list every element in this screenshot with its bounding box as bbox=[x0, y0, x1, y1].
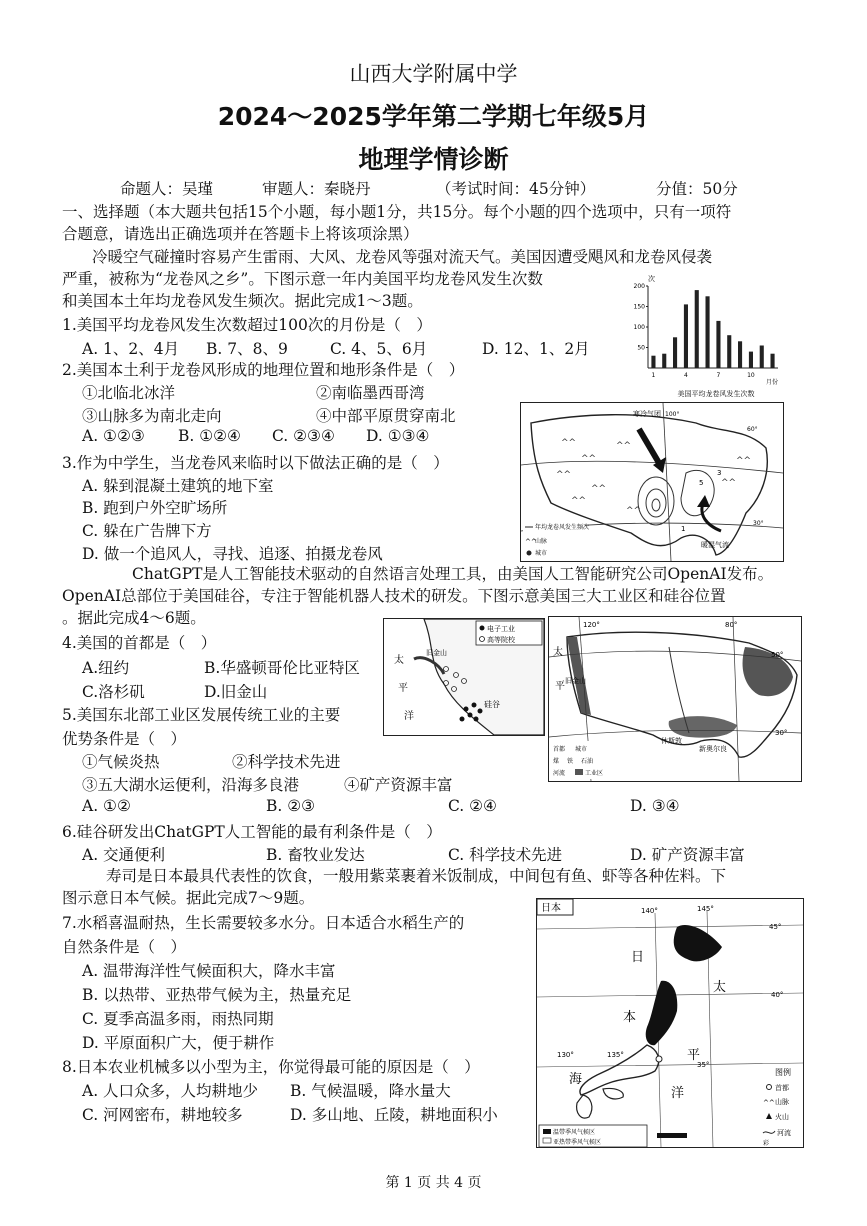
tornado-contour-east bbox=[681, 470, 714, 515]
lat-30-label: 30° bbox=[753, 520, 764, 527]
shikoku bbox=[603, 1088, 623, 1098]
exam-score: 分值：50分 bbox=[656, 180, 738, 198]
svg-text:^^: ^^ bbox=[616, 441, 632, 451]
sea-of-japan-char-3: 海 bbox=[569, 1072, 583, 1087]
chart-caption: 美国平均龙卷风发生次数 bbox=[677, 390, 755, 398]
cold-air-label: 寒冷气团 bbox=[633, 410, 661, 418]
q5-stem-line1: 5.美国东北部工业区发展传统工业的主要 bbox=[62, 706, 341, 724]
intro1-line2: 严重，被称为“龙卷风之乡”。下图示意一年内美国平均龙卷风发生次数 bbox=[62, 270, 543, 288]
y-tick-label: 100 bbox=[633, 324, 645, 331]
q5-option-b[interactable]: B. ②③ bbox=[266, 797, 316, 815]
lon-80-label: 80° bbox=[725, 621, 738, 629]
svg-text:^^: ^^ bbox=[591, 484, 607, 494]
q5-option-c[interactable]: C. ②④ bbox=[448, 797, 497, 815]
bar-month-10 bbox=[749, 352, 753, 368]
bar-month-7 bbox=[716, 321, 720, 368]
q8-option-b[interactable]: B. 气候温暖，降水量大 bbox=[290, 1082, 451, 1100]
legend-volcano-symbol bbox=[766, 1113, 772, 1119]
lat-35-line bbox=[537, 1063, 803, 1067]
x-tick-label: 10 bbox=[747, 372, 755, 379]
q6-stem: 6.硅谷研发出ChatGPT人工智能的最有利条件是（ ） bbox=[62, 823, 442, 841]
intro1-line3: 和美国本土年均龙卷风发生频次。据此完成1～3题。 bbox=[62, 292, 423, 310]
x-tick-label: 4 bbox=[683, 372, 688, 379]
lat-40-label: 40° bbox=[771, 991, 784, 999]
legend-subtropical-label: 亚热带季风气候区 bbox=[553, 1139, 602, 1146]
hokkaido bbox=[674, 925, 722, 961]
silicon-valley-label: 硅谷 bbox=[484, 700, 500, 709]
section-heading-line2: 合题意，请选出正确选项并在答题卡上将该项涂黑） bbox=[62, 225, 419, 243]
svg-text:^^: ^^ bbox=[721, 478, 737, 488]
tornado-bar-chart bbox=[628, 272, 790, 400]
scale-label: 彩 bbox=[763, 1140, 770, 1147]
q2-stem: 2.美国本土利于龙卷风形成的地理位置和地形条件是（ ） bbox=[62, 361, 465, 379]
lon-100-label: 100° bbox=[665, 411, 680, 418]
q5-item-1: ①气候炎热 bbox=[82, 753, 160, 771]
japan-climate-map bbox=[536, 898, 804, 1148]
contour-label-1: 1 bbox=[681, 525, 686, 533]
chart-x-label: 月份 bbox=[765, 379, 778, 386]
q2-option-b[interactable]: B. ①②④ bbox=[178, 427, 241, 445]
x-tick-label: 7 bbox=[716, 372, 721, 379]
lon-145-label: 145° bbox=[697, 905, 714, 913]
legend-freq-label: 年均龙卷风发生频次 bbox=[535, 524, 590, 531]
school-name: 山西大学附属中学 bbox=[349, 62, 518, 86]
northeast-industrial-zone bbox=[743, 647, 793, 696]
q1-stem: 1.美国平均龙卷风发生次数超过100次的月份是（ ） bbox=[62, 316, 432, 334]
q8-option-a[interactable]: A. 人口众多，人均耕地少 bbox=[82, 1082, 259, 1100]
q7-option-b[interactable]: B. 以热带、亚热带气候为主，热量充足 bbox=[82, 986, 352, 1004]
new-orleans-label: 新奥尔良 bbox=[699, 745, 727, 753]
ocean-char-1: 太 bbox=[394, 655, 404, 666]
us-tornado-map-svg bbox=[521, 403, 783, 561]
q7-stem-line1: 7.水稻喜温耐热，生长需要较多水分。日本适合水稻生产的 bbox=[62, 914, 465, 932]
japan-map-title: 日本 bbox=[541, 903, 561, 914]
q2-item-4: ④中部平原贯穿南北 bbox=[316, 407, 456, 425]
intro1-line1: 冷暖空气碰撞时容易产生雷雨、大风、龙卷风等强对流天气。美国因遭受飓风和龙卷风侵袭 bbox=[92, 248, 713, 266]
kyushu bbox=[577, 1095, 592, 1118]
pacific-char-2: 平 bbox=[687, 1048, 701, 1063]
legend-oil-label: 石油 bbox=[581, 758, 594, 765]
sea-of-japan-char-1: 日 bbox=[631, 950, 645, 965]
q5-item-3: ③五大湖水运便利，沿海多良港 bbox=[82, 776, 300, 794]
south-industrial-zone bbox=[669, 716, 737, 738]
lon-120-label: 120° bbox=[583, 621, 600, 629]
bar-month-1 bbox=[651, 356, 655, 368]
lon-140-label: 140° bbox=[641, 907, 658, 915]
pacific-char-2: 平 bbox=[555, 681, 565, 692]
q2-item-1: ①北临北冰洋 bbox=[82, 384, 176, 402]
q6-option-c[interactable]: C. 科学技术先进 bbox=[448, 846, 563, 864]
lon-130-label: 130° bbox=[557, 1051, 574, 1059]
question-setter: 命题人：吴瑾 bbox=[120, 180, 214, 198]
q2-option-c[interactable]: C. ②③④ bbox=[272, 427, 335, 445]
bar-month-9 bbox=[738, 341, 742, 368]
warm-air-label: 暖湿气流 bbox=[701, 541, 729, 549]
tornado-contour-inner bbox=[652, 499, 660, 511]
pacific-char-3: 洋 bbox=[671, 1086, 685, 1101]
q3-option-b[interactable]: B. 跑到户外空旷场所 bbox=[82, 499, 228, 517]
q4-option-d[interactable]: D.旧金山 bbox=[204, 683, 268, 701]
q7-option-d[interactable]: D. 平原面积广大，便于耕作 bbox=[82, 1034, 275, 1052]
q5-option-a[interactable]: A. ①② bbox=[82, 797, 131, 815]
legend-capital-symbol bbox=[767, 1085, 772, 1090]
q2-item-2: ②南临墨西哥湾 bbox=[316, 384, 425, 402]
legend-zone-symbol bbox=[575, 769, 583, 775]
svg-text:^^: ^^ bbox=[556, 470, 572, 480]
legend-subtropical-symbol bbox=[543, 1138, 551, 1143]
svg-text:^^: ^^ bbox=[571, 496, 587, 506]
us-tornado-map bbox=[520, 402, 784, 562]
lon-135-label: 135° bbox=[607, 1051, 624, 1059]
q2-item-3: ③山脉多为南北走向 bbox=[82, 407, 222, 425]
intro2-line3: 。据此完成4～6题。 bbox=[62, 609, 206, 627]
intro2-line1: ChatGPT是人工智能技术驱动的自然语言处理工具，由美国人工智能研究公司OpenAI发布。 bbox=[132, 565, 774, 583]
us-industry-map-svg bbox=[549, 617, 801, 781]
houston-label: 休斯敦 bbox=[661, 737, 682, 745]
legend-mountain-symbol: ^^ bbox=[763, 1099, 775, 1107]
legend-mountain-label: 山脉 bbox=[775, 1098, 789, 1106]
bar-month-4 bbox=[684, 304, 688, 368]
lat-35-label: 35° bbox=[697, 1061, 710, 1069]
svg-text:^^: ^^ bbox=[626, 506, 642, 516]
question-reviewer: 审题人：秦晓丹 bbox=[262, 180, 371, 198]
q7-option-a[interactable]: A. 温带海洋性气候面积大，降水丰富 bbox=[82, 962, 336, 980]
contour-label-3: 3 bbox=[717, 469, 722, 477]
q1-option-b[interactable]: B. 7、8、9 bbox=[206, 340, 288, 358]
west-industrial-zone bbox=[567, 637, 591, 715]
legend-river-label: 河流 bbox=[777, 1129, 791, 1137]
legend-mountain-label: 山脉 bbox=[535, 538, 548, 545]
q7-option-c[interactable]: C. 夏季高温多雨，雨热同期 bbox=[82, 1010, 274, 1028]
tokyo-capital bbox=[656, 1056, 662, 1062]
q3-option-c[interactable]: C. 躲在广告牌下方 bbox=[82, 522, 212, 540]
legend-river-symbol bbox=[763, 1131, 775, 1133]
q1-option-a[interactable]: A. 1、2、4月 bbox=[82, 340, 180, 358]
bar-month-6 bbox=[706, 296, 710, 368]
japan-climate-map-svg bbox=[537, 899, 803, 1147]
q5-item-2: ②科学技术先进 bbox=[232, 753, 341, 771]
q8-option-c[interactable]: C. 河网密布，耕地较多 bbox=[82, 1106, 243, 1124]
pacific-char-1: 太 bbox=[553, 647, 563, 658]
pacific-char-1: 太 bbox=[713, 980, 727, 995]
q4-stem: 4.美国的首都是（ ） bbox=[62, 634, 217, 652]
q3-stem: 3.作为中学生，当龙卷风来临时以下做法正确的是（ ） bbox=[62, 454, 449, 472]
svg-text:^^: ^^ bbox=[561, 438, 577, 448]
legend-river-label: 河流 bbox=[553, 770, 566, 777]
y-tick-label: 50 bbox=[637, 344, 645, 352]
contour-label-5: 5 bbox=[699, 479, 704, 487]
san-francisco-label: 旧金山 bbox=[426, 649, 447, 657]
y-tick-label: 200 bbox=[633, 283, 645, 290]
legend-university-label: 高等院校 bbox=[487, 636, 515, 644]
q2-option-d[interactable]: D. ①③④ bbox=[366, 427, 430, 445]
q4-option-b[interactable]: B.华盛顿哥伦比亚特区 bbox=[204, 659, 360, 677]
q2-option-a[interactable]: A. ①②③ bbox=[82, 427, 145, 445]
svg-text:^^: ^^ bbox=[736, 456, 752, 466]
legend-title: 图例 bbox=[775, 1068, 791, 1077]
lat-60-label: 60° bbox=[747, 426, 758, 433]
q6-option-d[interactable]: D. 矿产资源丰富 bbox=[630, 846, 745, 864]
tornado-contour-outer bbox=[638, 477, 674, 525]
us-industry-map bbox=[548, 616, 802, 782]
legend-city-label: 城市 bbox=[575, 746, 588, 753]
legend-zone-label: 工业区 bbox=[585, 770, 604, 777]
intro3-line2: 图示意日本气候。据此完成7～9题。 bbox=[62, 889, 315, 907]
legend-capital-label: 首都 bbox=[553, 746, 566, 753]
legend-city-label: 城市 bbox=[535, 550, 548, 557]
warm-air-arrow bbox=[702, 503, 721, 531]
legend-temperate-symbol bbox=[543, 1129, 551, 1134]
silicon-valley-map-svg bbox=[384, 619, 544, 735]
bar-month-2 bbox=[662, 354, 666, 368]
bar-month-3 bbox=[673, 337, 677, 368]
x-tick-label: 1 bbox=[651, 372, 656, 379]
q5-stem-line2: 优势条件是（ ） bbox=[62, 730, 187, 748]
intro2-line2: OpenAI总部位于美国硅谷，专注于智能机器人技术的研发。下图示意美国三大工业区和硅谷位置 bbox=[62, 587, 726, 605]
q4-option-a[interactable]: A.纽约 bbox=[82, 659, 130, 677]
legend-electronics-label: 电子工业 bbox=[487, 625, 515, 633]
q1-option-c[interactable]: C. 4、5、6月 bbox=[330, 340, 428, 358]
section-heading-line1: 一、选择题（本大题共包括15个小题，每小题1分，共15分。每个小题的四个选项中，只有一项符 bbox=[62, 203, 732, 221]
lat-50-label: 50° bbox=[771, 651, 784, 659]
tornado-contour-mid bbox=[646, 489, 666, 517]
legend-city-symbol bbox=[527, 551, 532, 556]
exam-time: （考试时间：45分钟） bbox=[436, 180, 596, 198]
legend-electronics-symbol bbox=[480, 626, 485, 631]
exam-title: 2024～2025学年第二学期七年级5月 bbox=[217, 102, 650, 131]
q5-option-d[interactable]: D. ③④ bbox=[630, 797, 680, 815]
bar-month-8 bbox=[727, 335, 731, 368]
legend-volcano-label: 火山 bbox=[775, 1113, 789, 1121]
lat-30-label: 30° bbox=[775, 729, 788, 737]
sea-of-japan-char-2: 本 bbox=[623, 1010, 637, 1025]
warm-air-arrowhead bbox=[697, 495, 710, 507]
bar-month-5 bbox=[695, 290, 699, 368]
bar-month-12 bbox=[771, 354, 775, 368]
lat-45-label: 45° bbox=[769, 923, 782, 931]
q1-option-d[interactable]: D. 12、1、2月 bbox=[482, 340, 590, 358]
legend-iron-label: 铁 bbox=[567, 758, 574, 765]
legend-temperate-label: 温带季风气候区 bbox=[553, 1129, 596, 1136]
q5-item-4: ④矿产资源丰富 bbox=[344, 776, 453, 794]
exam-subject: 地理学情诊断 bbox=[358, 145, 509, 174]
legend-mountain-symbol: ^^ bbox=[525, 538, 537, 546]
silicon-valley-map bbox=[383, 618, 545, 736]
legend-coal-label: 煤 bbox=[553, 758, 560, 765]
san-francisco-label: 旧金山 bbox=[565, 677, 586, 685]
page-footer: 第 1 页 共 4 页 bbox=[385, 1175, 482, 1191]
chart-y-unit: 次 bbox=[648, 275, 655, 283]
intro3-line1: 寿司是日本最具代表性的饮食，一般用紫菜裹着米饭制成，中间包有鱼、虾等各种佐料。下 bbox=[106, 867, 727, 885]
q7-stem-line2: 自然条件是（ ） bbox=[62, 938, 187, 956]
q6-option-a[interactable]: A. 交通便利 bbox=[82, 846, 166, 864]
svg-text:^^: ^^ bbox=[581, 454, 597, 464]
q3-option-d[interactable]: D. 做一个追风人，寻找、追逐、拍摄龙卷风 bbox=[82, 545, 383, 563]
q4-option-c[interactable]: C.洛杉矶 bbox=[82, 683, 145, 701]
cold-air-arrow bbox=[639, 429, 659, 463]
q8-option-d[interactable]: D. 多山地、丘陵，耕地面积小 bbox=[290, 1106, 498, 1124]
q8-stem: 8.日本农业机械多以小型为主，你觉得最可能的原因是（ ） bbox=[62, 1058, 480, 1076]
q3-option-a[interactable]: A. 躲到混凝土建筑的地下室 bbox=[82, 477, 274, 495]
ocean-char-3: 洋 bbox=[404, 711, 414, 722]
y-tick-label: 150 bbox=[633, 303, 645, 311]
q6-option-b[interactable]: B. 畜牧业发达 bbox=[266, 846, 365, 864]
scale-bar bbox=[657, 1133, 687, 1138]
tornado-bar-chart-svg bbox=[628, 272, 790, 400]
tohoku-region bbox=[646, 981, 678, 1046]
ocean-char-2: 平 bbox=[398, 683, 408, 694]
lat-45-line bbox=[537, 925, 803, 929]
bar-month-11 bbox=[760, 346, 764, 369]
legend-capital-label: 首都 bbox=[775, 1084, 789, 1092]
